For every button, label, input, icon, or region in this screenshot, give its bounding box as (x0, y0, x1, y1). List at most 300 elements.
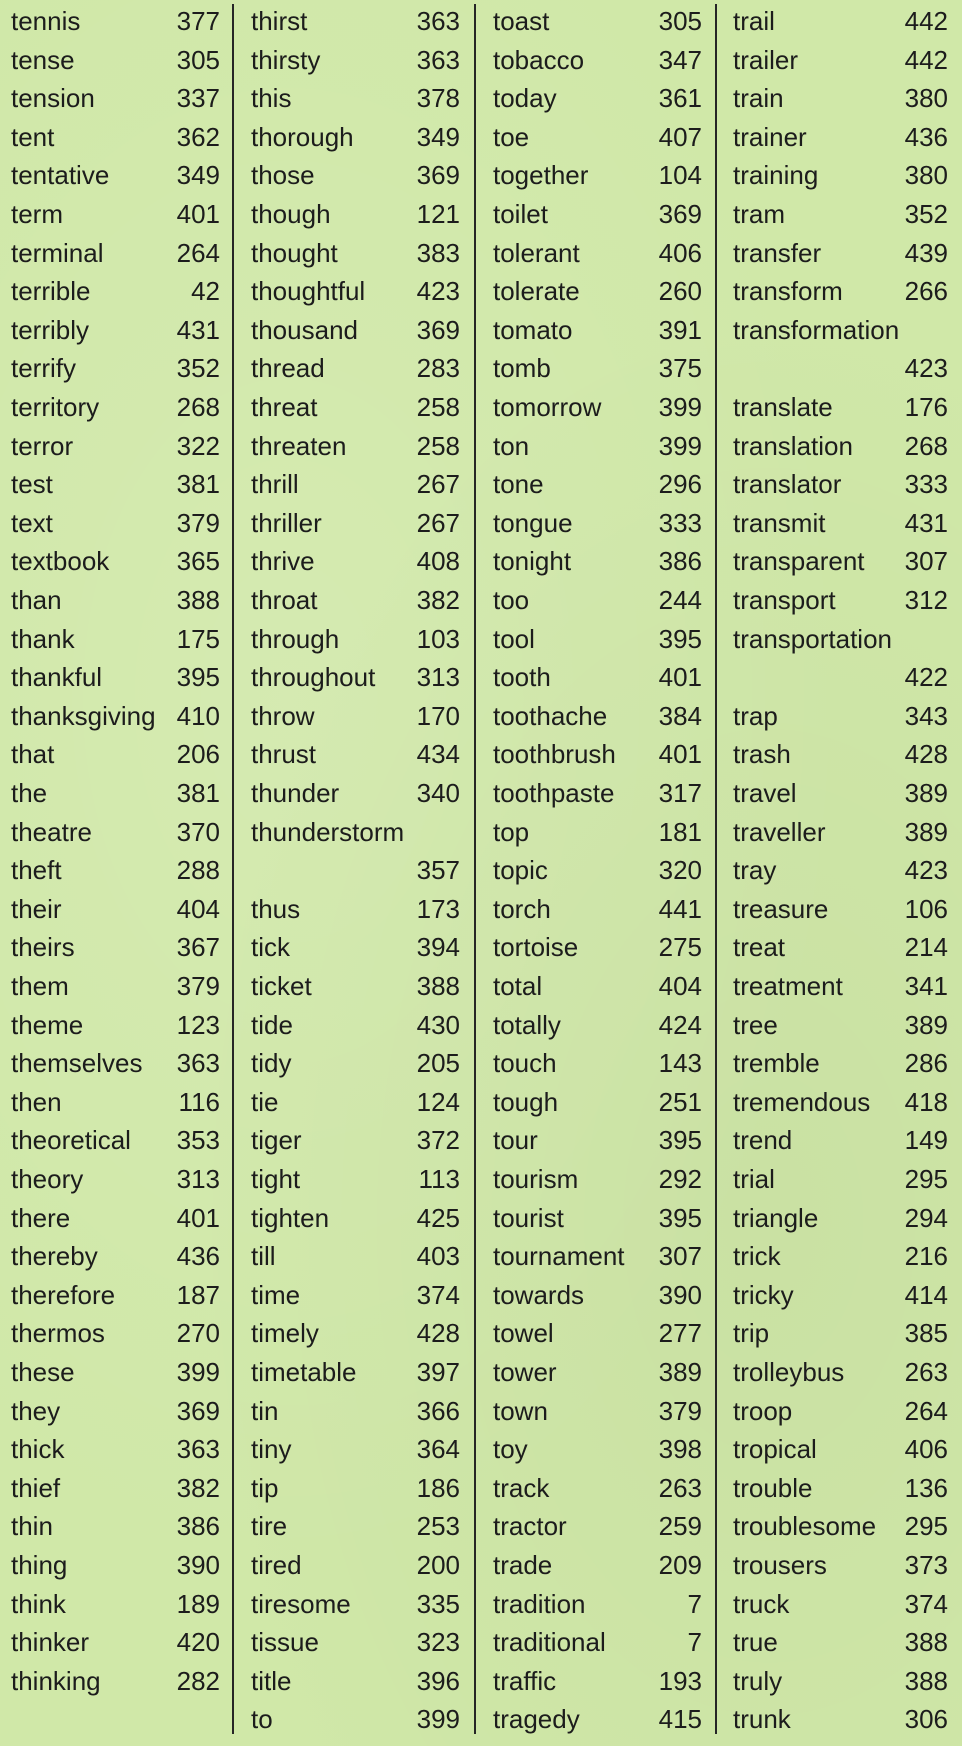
entry-page-number: 333 (658, 507, 702, 538)
entry-word: terribly (11, 314, 90, 345)
entry-page-number: 369 (176, 1395, 220, 1426)
entry-page-number: 42 (191, 276, 220, 307)
entry-word: thought (251, 237, 338, 268)
entry-word: threat (251, 392, 318, 422)
entry-word: thereby (11, 1241, 98, 1272)
index-entry (240, 1353, 472, 1392)
entry-word: troublesome (733, 1511, 877, 1542)
index-entry (240, 1623, 472, 1662)
index-entry (723, 1546, 962, 1585)
entry-word: transfer (733, 237, 822, 268)
index-entry (0, 79, 232, 118)
entry-word: thick (11, 1434, 65, 1465)
entry-word: thinker (11, 1627, 90, 1658)
entry-page-number: 398 (658, 1434, 702, 1465)
entry-page-number: 384 (658, 700, 702, 731)
entry-page-number: 123 (176, 1009, 220, 1040)
entry-word: tiger (251, 1125, 302, 1156)
index-entry (482, 1662, 714, 1701)
entry-word: trip (733, 1318, 770, 1349)
entry-page-number: 136 (904, 1472, 948, 1503)
entry-word: tense (11, 44, 75, 75)
entry-page-number: 408 (416, 546, 460, 577)
entry-page-number: 292 (658, 1164, 702, 1194)
entry-word: tiresome (251, 1588, 351, 1619)
index-entry (723, 1469, 962, 1508)
entry-word: tip (251, 1472, 279, 1503)
entry-word: translation (733, 430, 853, 461)
entry-page-number: 386 (658, 546, 702, 577)
index-entry (0, 388, 232, 427)
entry-word: training (733, 160, 819, 191)
entry-page-number: 209 (658, 1550, 702, 1580)
index-entry (0, 1469, 232, 1508)
entry-word: triangle (733, 1202, 819, 1233)
entry-word: themselves (11, 1048, 143, 1079)
entry-word: torch (493, 893, 551, 924)
entry-page-number: 385 (904, 1318, 948, 1349)
entry-word: top (493, 816, 530, 847)
entry-word: throw (251, 700, 315, 731)
index-entry (723, 1430, 962, 1469)
entry-page-number: 189 (176, 1588, 220, 1619)
index-entry (0, 1662, 232, 1701)
index-entry (482, 1585, 714, 1624)
index-entry (240, 349, 472, 388)
index-entry (723, 928, 962, 967)
entry-word: thrill (251, 469, 299, 500)
entry-word: thunderstorm (251, 816, 405, 847)
entry-page-number: 418 (904, 1086, 948, 1117)
index-entry (723, 851, 962, 890)
entry-word: theirs (11, 932, 75, 963)
entry-page-number: 442 (904, 44, 948, 75)
entry-page-number: 375 (658, 353, 702, 384)
entry-word: this (251, 83, 292, 114)
index-entry (240, 1044, 472, 1083)
entry-word: travel (733, 778, 797, 808)
entry-word: tie (251, 1086, 279, 1117)
entry-page-number: 259 (658, 1511, 702, 1542)
entry-page-number: 143 (658, 1048, 702, 1079)
index-entry (723, 620, 962, 659)
entry-word: tree (733, 1009, 778, 1040)
entry-page-number: 312 (904, 585, 948, 615)
entry-word: tent (11, 121, 55, 152)
entry-word: trainer (733, 121, 807, 152)
index-entry (240, 41, 472, 80)
entry-word: tool (493, 623, 535, 654)
index-entry (240, 1276, 472, 1315)
entry-page-number: 425 (416, 1202, 460, 1233)
entry-word: terminal (11, 237, 104, 268)
index-entry (482, 928, 714, 967)
entry-page-number: 422 (904, 662, 948, 693)
entry-word: thrive (251, 546, 315, 577)
entry-page-number: 390 (658, 1279, 702, 1310)
entry-word: traffic (493, 1665, 557, 1696)
entry-word: terror (11, 430, 74, 461)
entry-word: touch (493, 1048, 557, 1079)
entry-word: tricky (733, 1279, 794, 1310)
entry-word: transmit (733, 507, 826, 538)
entry-word: trouble (733, 1472, 813, 1503)
index-entry (0, 118, 232, 157)
index-entry (482, 1392, 714, 1431)
index-entry (0, 1121, 232, 1160)
entry-page-number: 374 (416, 1279, 460, 1310)
entry-word: transformation (733, 314, 900, 345)
entry-word: theory (11, 1164, 84, 1194)
index-entry (482, 272, 714, 311)
index-entry (0, 928, 232, 967)
column-divider (232, 4, 234, 1734)
entry-page-number: 404 (176, 893, 220, 924)
index-entry (0, 967, 232, 1006)
entry-page-number: 407 (658, 121, 702, 152)
index-entry (482, 388, 714, 427)
entry-word: trend (733, 1125, 793, 1156)
entry-page-number: 275 (658, 932, 702, 963)
index-entry (723, 1314, 962, 1353)
index-entry (723, 1006, 962, 1045)
entry-page-number: 406 (904, 1434, 948, 1465)
index-entry (0, 311, 232, 350)
entry-page-number: 335 (416, 1588, 460, 1619)
index-entry (240, 388, 472, 427)
entry-page-number: 347 (658, 44, 702, 75)
entry-word: tide (251, 1009, 293, 1040)
entry-word: thus (251, 893, 301, 924)
index-entry (482, 851, 714, 890)
entry-word: together (493, 160, 589, 191)
index-entry (240, 1430, 472, 1469)
index-entry (482, 967, 714, 1006)
index-entry (723, 1121, 962, 1160)
entry-page-number: 103 (416, 623, 460, 654)
index-entry (240, 1121, 472, 1160)
entry-page-number: 404 (658, 971, 702, 1001)
entry-word: ton (493, 430, 530, 461)
entry-word: those (251, 160, 315, 191)
entry-page-number: 389 (904, 778, 948, 808)
entry-word: tournament (493, 1241, 625, 1272)
entry-page-number: 267 (416, 507, 460, 538)
entry-page-number: 362 (176, 121, 220, 152)
index-entry (482, 1199, 714, 1238)
entry-page-number: 186 (416, 1472, 460, 1503)
entry-word: train (733, 83, 784, 114)
entry-page-number: 341 (904, 971, 948, 1001)
index-entry (0, 1276, 232, 1315)
entry-word: through (251, 623, 340, 654)
entry-word: treasure (733, 893, 829, 924)
entry-word: trousers (733, 1550, 827, 1580)
index-entry (0, 1160, 232, 1199)
index-entry (0, 41, 232, 80)
entry-page-number: 442 (904, 6, 948, 36)
index-entry (240, 1392, 472, 1431)
index-entry (723, 1507, 962, 1546)
entry-word: terrify (11, 353, 76, 384)
entry-word: though (251, 199, 331, 229)
entry-word: tennis (11, 6, 81, 36)
entry-page-number: 116 (178, 1086, 220, 1117)
index-entry (482, 79, 714, 118)
index-entry (723, 967, 962, 1006)
entry-word: toy (493, 1434, 528, 1465)
entry-page-number: 431 (176, 314, 220, 345)
entry-page-number: 282 (176, 1665, 220, 1696)
entry-word: thorough (251, 121, 354, 152)
index-entry (0, 272, 232, 311)
index-entry (0, 1430, 232, 1469)
entry-page-number: 388 (904, 1665, 948, 1696)
entry-word: them (11, 971, 69, 1001)
index-entry (0, 2, 232, 41)
index-entry (482, 1160, 714, 1199)
index-entry (240, 620, 472, 659)
index-entry (723, 697, 962, 736)
entry-page-number: 121 (416, 199, 460, 229)
index-entry (482, 1469, 714, 1508)
entry-page-number: 200 (416, 1550, 460, 1580)
index-entry (240, 1237, 472, 1276)
entry-word: tradition (493, 1588, 586, 1619)
entry-page-number: 382 (176, 1472, 220, 1503)
entry-word: the (11, 778, 48, 808)
index-entry (723, 349, 962, 388)
entry-page-number: 294 (904, 1202, 948, 1233)
entry-word: thermos (11, 1318, 105, 1349)
index-entry (240, 427, 472, 466)
entry-page-number: 352 (176, 353, 220, 384)
entry-page-number: 322 (176, 430, 220, 461)
index-entry (723, 1083, 962, 1122)
index-entry (723, 1199, 962, 1238)
index-entry (482, 813, 714, 852)
entry-page-number: 401 (176, 1202, 220, 1233)
entry-page-number: 270 (176, 1318, 220, 1349)
entry-page-number: 268 (904, 430, 948, 461)
index-entry (240, 1160, 472, 1199)
entry-page-number: 251 (658, 1086, 702, 1117)
entry-word: track (493, 1472, 550, 1503)
index-entry (723, 581, 962, 620)
entry-page-number: 365 (176, 546, 220, 577)
entry-word: test (11, 469, 53, 500)
index-entry (482, 890, 714, 929)
entry-word: tray (733, 855, 777, 886)
entry-page-number: 369 (416, 160, 460, 191)
index-entry (240, 234, 472, 273)
entry-word: tick (251, 932, 290, 963)
entry-word: truly (733, 1665, 783, 1696)
entry-page-number: 349 (176, 160, 220, 191)
entry-page-number: 369 (416, 314, 460, 345)
entry-page-number: 7 (687, 1588, 702, 1619)
entry-word: term (11, 199, 63, 229)
index-entry (240, 1006, 472, 1045)
entry-word: tomb (493, 353, 551, 384)
index-entry (240, 1662, 472, 1701)
entry-word: transportation (733, 623, 892, 654)
entry-page-number: 106 (904, 893, 948, 924)
entry-page-number: 253 (416, 1511, 460, 1542)
index-entry (482, 658, 714, 697)
entry-page-number: 388 (176, 585, 220, 615)
index-entry (0, 851, 232, 890)
entry-page-number: 214 (904, 932, 948, 963)
entry-word: tremendous (733, 1086, 871, 1117)
index-entry (723, 388, 962, 427)
entry-word: transform (733, 276, 843, 307)
index-entry (723, 1044, 962, 1083)
index-entry (240, 697, 472, 736)
entry-word: transparent (733, 546, 865, 577)
entry-page-number: 206 (176, 739, 220, 770)
entry-page-number: 305 (176, 44, 220, 75)
entry-page-number: 430 (416, 1009, 460, 1040)
entry-page-number: 323 (416, 1627, 460, 1658)
index-entry (240, 658, 472, 697)
entry-word: thing (11, 1550, 68, 1580)
entry-page-number: 436 (904, 121, 948, 152)
index-entry (723, 1585, 962, 1624)
entry-word: tire (251, 1511, 288, 1542)
index-entry (240, 1700, 472, 1739)
index-entry (240, 581, 472, 620)
entry-word: transport (733, 585, 836, 615)
index-entry (240, 118, 472, 157)
entry-page-number: 428 (416, 1318, 460, 1349)
entry-page-number: 363 (416, 6, 460, 36)
index-entry (723, 542, 962, 581)
entry-word: tissue (251, 1627, 319, 1658)
index-entry (482, 620, 714, 659)
entry-page-number: 307 (658, 1241, 702, 1272)
index-entry (240, 156, 472, 195)
index-entry (723, 1237, 962, 1276)
entry-word: totally (493, 1009, 561, 1040)
entry-page-number: 379 (176, 971, 220, 1001)
index-entry (723, 156, 962, 195)
index-entry (482, 1121, 714, 1160)
index-entry (0, 1585, 232, 1624)
entry-word: translate (733, 392, 833, 422)
entry-word: thrust (251, 739, 317, 770)
entry-word: their (11, 893, 62, 924)
index-entry (0, 542, 232, 581)
entry-page-number: 396 (416, 1665, 460, 1696)
entry-word: therefore (11, 1279, 116, 1310)
entry-page-number: 244 (658, 585, 702, 615)
entry-word: tiny (251, 1434, 292, 1465)
entry-word: tropical (733, 1434, 817, 1465)
entry-word: then (11, 1086, 62, 1117)
entry-word: than (11, 585, 62, 615)
entry-word: trial (733, 1164, 775, 1194)
entry-page-number: 264 (904, 1395, 948, 1426)
entry-page-number: 193 (658, 1665, 702, 1696)
entry-word: toothpaste (493, 778, 615, 808)
index-entry (0, 735, 232, 774)
index-entry (0, 697, 232, 736)
entry-page-number: 434 (416, 739, 460, 770)
entry-word: thread (251, 353, 325, 384)
entry-page-number: 349 (416, 121, 460, 152)
entry-page-number: 176 (904, 392, 948, 422)
entry-word: tortoise (493, 932, 579, 963)
entry-page-number: 295 (904, 1511, 948, 1542)
entry-page-number: 205 (416, 1048, 460, 1079)
index-entry (240, 542, 472, 581)
entry-word: treatment (733, 971, 843, 1001)
entry-page-number: 175 (176, 623, 220, 654)
entry-page-number: 374 (904, 1588, 948, 1619)
index-entry (723, 658, 962, 697)
entry-word: tired (251, 1550, 302, 1580)
index-entry (723, 311, 962, 350)
entry-page-number: 399 (176, 1357, 220, 1387)
entry-word: thank (11, 623, 75, 654)
entry-word: these (11, 1357, 75, 1387)
index-entry (723, 1662, 962, 1701)
index-entry (482, 465, 714, 504)
entry-page-number: 363 (416, 44, 460, 75)
entry-word: that (11, 739, 55, 770)
entry-word: textbook (11, 546, 110, 577)
entry-page-number: 439 (904, 237, 948, 268)
entry-page-number: 386 (176, 1511, 220, 1542)
entry-page-number: 395 (658, 1125, 702, 1156)
entry-page-number: 295 (904, 1164, 948, 1194)
index-entry (0, 427, 232, 466)
entry-word: trail (733, 6, 775, 36)
index-entry (240, 735, 472, 774)
entry-page-number: 380 (904, 83, 948, 114)
index-entry (240, 465, 472, 504)
index-entry (482, 156, 714, 195)
entry-page-number: 423 (904, 353, 948, 384)
index-entry (482, 1044, 714, 1083)
index-column-3 (482, 0, 714, 1746)
index-entry (240, 79, 472, 118)
entry-word: timely (251, 1318, 319, 1349)
entry-page-number: 173 (416, 893, 460, 924)
index-entry (723, 41, 962, 80)
entry-word: tobacco (493, 44, 585, 75)
entry-page-number: 441 (658, 893, 702, 924)
column-divider (474, 4, 476, 1734)
index-entry (723, 1623, 962, 1662)
index-entry (482, 2, 714, 41)
index-entry (0, 774, 232, 813)
entry-word: treat (733, 932, 786, 963)
entry-word: terrible (11, 276, 91, 307)
index-entry (240, 851, 472, 890)
entry-word: trunk (733, 1704, 791, 1735)
entry-word: thirsty (251, 44, 321, 75)
entry-page-number: 268 (176, 392, 220, 422)
entry-page-number: 399 (658, 430, 702, 461)
index-entry (723, 774, 962, 813)
entry-word: toast (493, 6, 550, 36)
entry-word: time (251, 1279, 301, 1310)
entry-page-number: 381 (176, 778, 220, 808)
index-entry (240, 774, 472, 813)
entry-page-number: 389 (658, 1357, 702, 1387)
